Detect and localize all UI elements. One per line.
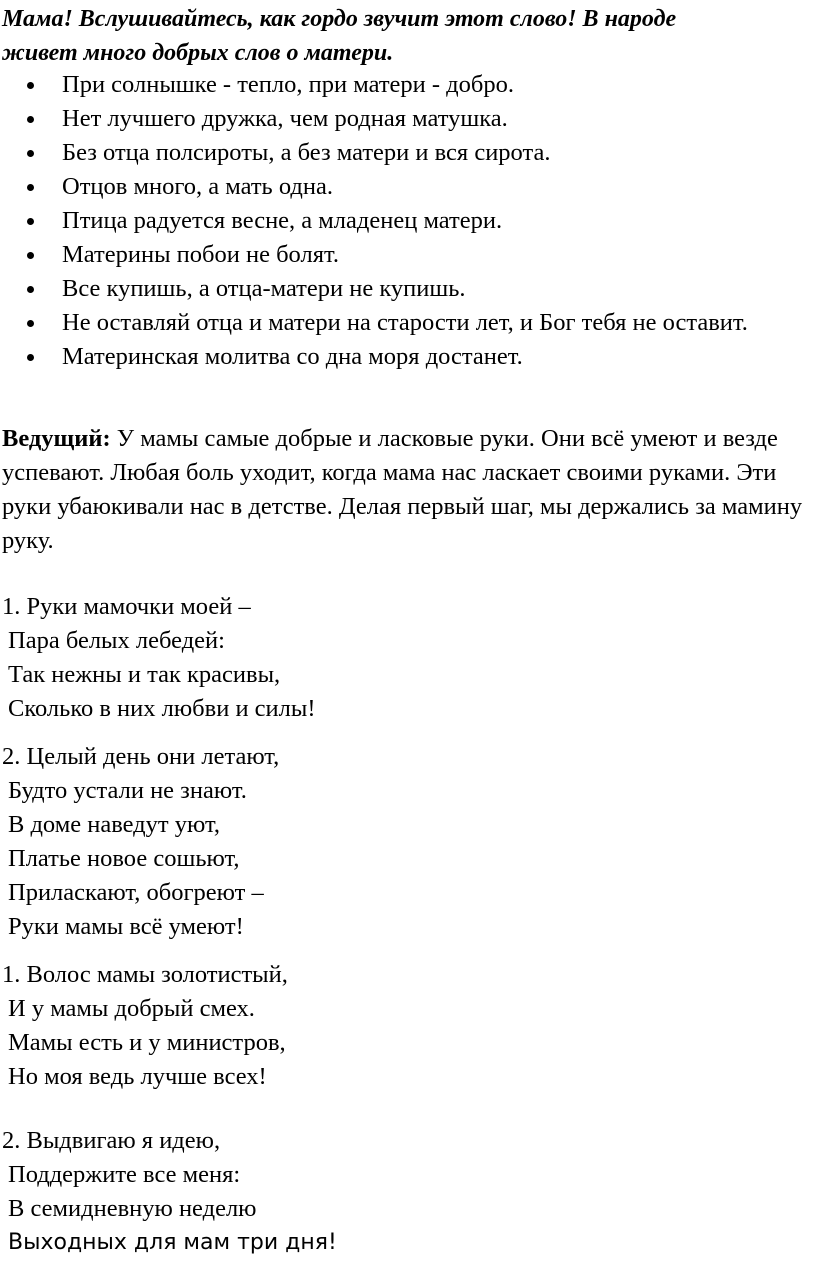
proverb-text: Нет лучшего дружка, чем родная матушка. <box>62 105 508 132</box>
list-item <box>0 306 790 340</box>
bullet-icon <box>27 184 34 191</box>
verse-stanza-2 <box>2 740 802 944</box>
verse-line: Выходных для мам три дня! <box>8 1230 337 1255</box>
list-item <box>0 238 790 272</box>
verse-line: 1. Волос мамы золотистый, <box>2 961 288 988</box>
verse-line: Но моя ведь лучше всех! <box>8 1063 267 1090</box>
verse-line: В семидневную неделю <box>8 1195 257 1222</box>
verse-line: 1. Руки мамочки моей – <box>2 593 251 620</box>
list-item <box>0 136 790 170</box>
verse-line: Сколько в них любви и силы! <box>8 695 316 722</box>
proverb-text: При солнышке - тепло, при матери - добро. <box>62 71 514 98</box>
list-item <box>0 170 790 204</box>
proverb-text: Птица радуется весне, а младенец матери. <box>62 207 503 234</box>
intro-paragraph <box>2 2 812 70</box>
list-item <box>0 340 790 374</box>
host-speaker-label: Ведущий: <box>2 425 111 452</box>
verse-line: 2. Выдвигаю я идею, <box>2 1127 221 1154</box>
verse-stanza-4 <box>2 1124 802 1260</box>
verse-line: Так нежны и так красивы, <box>8 661 281 688</box>
verse-line: Мамы есть и у министров, <box>8 1029 286 1056</box>
proverb-text: Отцов много, а мать одна. <box>62 173 333 200</box>
verse-stanza-1 <box>2 590 802 726</box>
verse-line: Руки мамы всё умеют! <box>8 913 244 940</box>
bullet-icon <box>27 218 34 225</box>
proverb-text: Без отца полсироты, а без матери и вся сирота. <box>62 139 551 166</box>
bullet-icon <box>27 286 34 293</box>
proverbs-list <box>0 68 790 374</box>
verse-line: Пара белых лебедей: <box>8 627 225 654</box>
verse-line: В доме наведут уют, <box>8 811 220 838</box>
bullet-icon <box>27 320 34 327</box>
verse-line: Поддержите все меня: <box>8 1161 241 1188</box>
verse-line: Платье новое сошьют, <box>8 845 240 872</box>
verse-line: Приласкают, обогреют – <box>8 879 264 906</box>
host-text: У мамы самые добрые и ласковые руки. Они всё умеют и везде успевают. Любая боль уходит, когда мама нас ласкает своими руками. Эти руки убаюкивали нас в детстве. Делая первый шаг, мы держались за мамину руку. <box>2 425 803 554</box>
bullet-icon <box>27 82 34 89</box>
proverb-text: Не оставляй отца и матери на старости лет, и Бог тебя не оставит. <box>62 309 748 336</box>
bullet-icon <box>27 116 34 123</box>
bullet-icon <box>27 354 34 361</box>
proverb-text: Материны побои не болят. <box>62 241 339 268</box>
bullet-icon <box>27 252 34 259</box>
verse-stanza-3 <box>2 958 802 1094</box>
list-item <box>0 204 790 238</box>
list-item <box>0 102 790 136</box>
verse-line: 2. Целый день они летают, <box>2 743 280 770</box>
proverb-text: Материнская молитва со дна моря достанет. <box>62 343 523 370</box>
verse-line: Будто устали не знают. <box>8 777 247 804</box>
verse-line: И у мамы добрый смех. <box>8 995 255 1022</box>
host-paragraph <box>2 422 812 558</box>
intro-line-1: Мама! Вслушивайтесь, как гордо звучит этот слово! В народе <box>2 6 677 32</box>
list-item <box>0 68 790 102</box>
bullet-icon <box>27 150 34 157</box>
list-item <box>0 272 790 306</box>
proverb-text: Все купишь, а отца-матери не купишь. <box>62 275 466 302</box>
intro-line-2: живет много добрых слов о матери. <box>2 40 394 66</box>
